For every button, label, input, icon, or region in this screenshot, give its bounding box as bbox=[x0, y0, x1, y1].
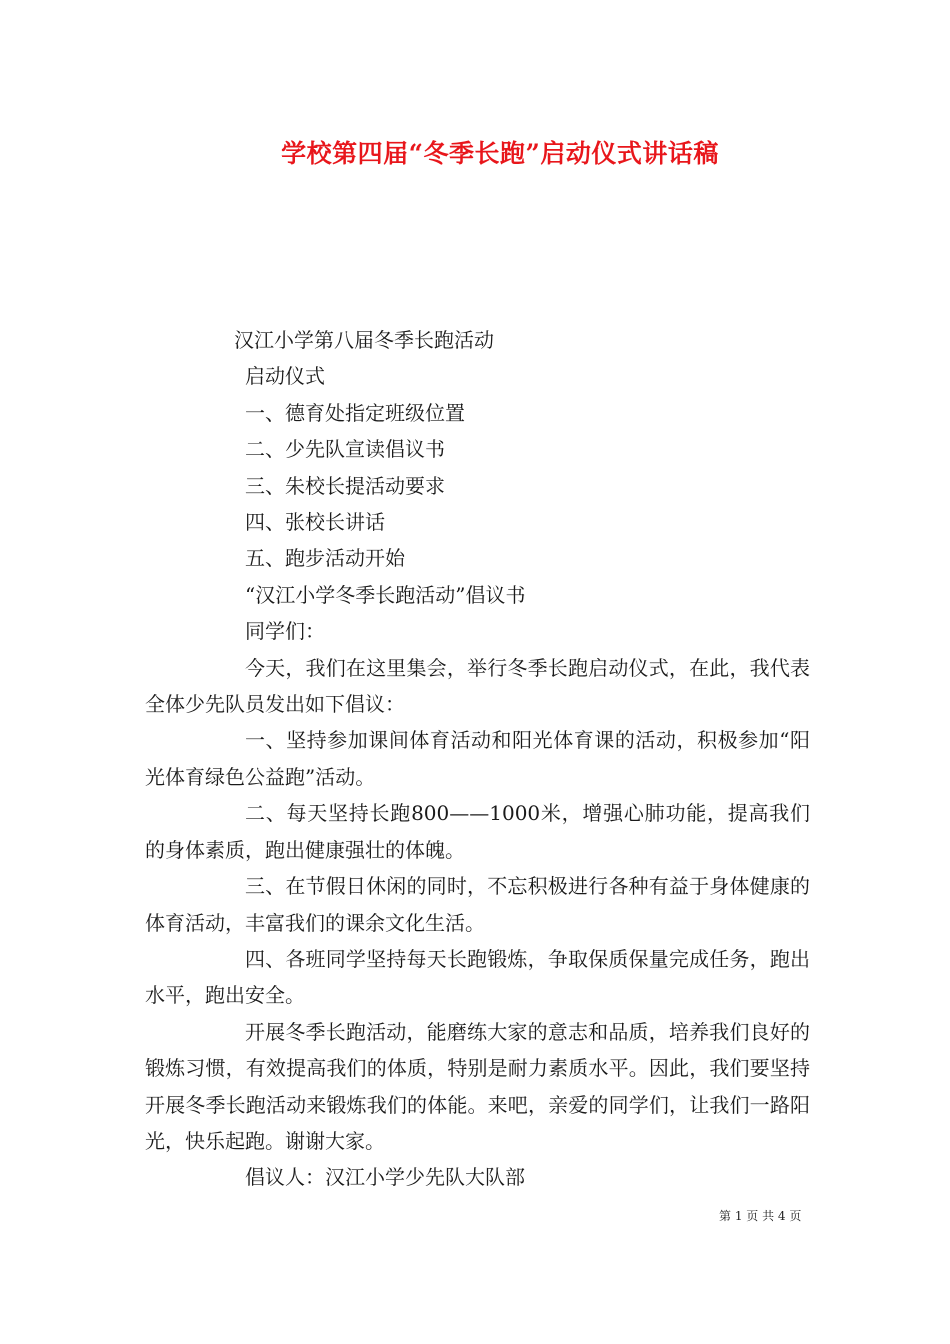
paragraph-proposal-4: 四、各班同学坚持每天长跑锻炼，争取保质保量完成任务，跑出水平，跑出安全。 bbox=[145, 946, 810, 1008]
heading-ceremony: 启动仪式 bbox=[245, 364, 325, 389]
heading-event-name: 汉江小学第八届冬季长跑活动 bbox=[234, 328, 494, 352]
document-body bbox=[145, 322, 810, 1196]
paragraph-proposal-3: 三、在节假日休闲的同时，不忘积极进行各种有益于身体健康的体育活动，丰富我们的课余文化生活。 bbox=[145, 874, 810, 935]
agenda-item-5: 五、跑步活动开始 bbox=[245, 546, 405, 571]
document-title: 学校第四届“冬季长跑”启动仪式讲话稿 bbox=[281, 139, 719, 168]
signature: 倡议人：汉江小学少先队大队部 bbox=[245, 1165, 525, 1190]
paragraph-proposal-1: 一、坚持参加课间体育活动和阳光体育课的活动，积极参加“阳光体育绿色公益跑”活动。 bbox=[145, 728, 810, 789]
agenda-item-1: 一、德育处指定班级位置 bbox=[245, 400, 465, 425]
page-number: 第 1 页 共 4 页 bbox=[719, 1209, 802, 1223]
agenda-item-2: 二、少先队宣读倡议书 bbox=[245, 437, 445, 462]
paragraph-closing: 开展冬季长跑活动，能磨练大家的意志和品质，培养我们良好的锻炼习惯，有效提高我们的体质，特别是耐力素质水平。因此，我们要坚持开展冬季长跑活动来锻炼我们的体能。来吧，亲爱的同学们，让我们一路阳光，快乐起跑。谢谢大家。 bbox=[145, 1019, 810, 1153]
proposal-heading: “汉江小学冬季长跑活动”倡议书 bbox=[245, 582, 526, 607]
salutation: 同学们： bbox=[245, 619, 325, 644]
paragraph-proposal-2: 二、每天坚持长跑800——1000米，增强心肺功能，提高我们的身体素质，跑出健康强壮的体魄。 bbox=[145, 801, 810, 862]
paragraph-intro: 今天，我们在这里集会，举行冬季长跑启动仪式，在此，我代表全体少先队员发出如下倡议： bbox=[145, 655, 810, 717]
agenda-item-3: 三、朱校长提活动要求 bbox=[245, 473, 445, 498]
agenda-item-4: 四、张校长讲话 bbox=[245, 510, 385, 535]
